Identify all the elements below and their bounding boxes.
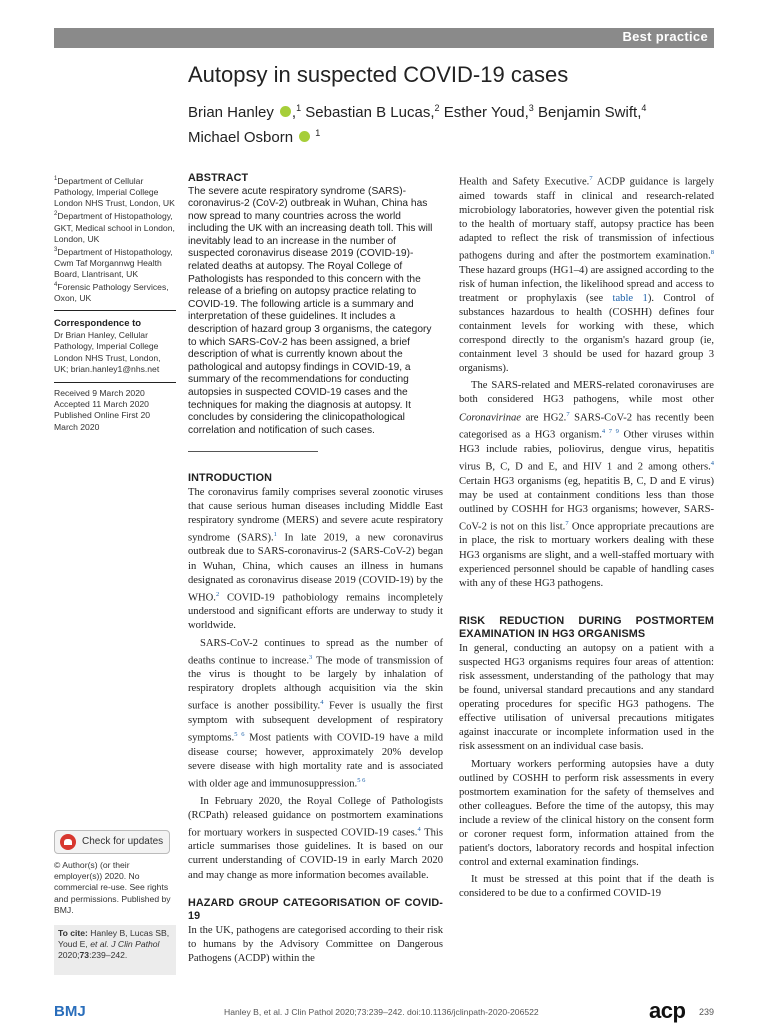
citation-box: To cite: Hanley B, Lucas SB, Youd E, et al. J Clin Pathol 2020;73:239–242. [54,925,176,975]
author-list: Brian Hanley ,$^1$ Sebastian B Lucas,$^2$ Esther Youd,$^3$ Benjamin Swift,$^4$ Michael Osborn $^1$ [188,103,647,146]
paragraph: It must be stressed at this point that if the death is considered to be due to a confirmed COVID-19 [459,874,714,900]
correspondence [54,318,176,375]
acp-logo: acp [649,998,686,1023]
page-number: 239 [699,1007,715,1017]
update-badge-icon [60,834,76,850]
author-name[interactable]: Brian Hanley [188,104,274,121]
divider [54,382,176,383]
footer-citation: Hanley B, et al. J Clin Pathol 2020;73:239–242. doi:10.1136/jclinpath-2020-206522 [224,1007,539,1017]
divider [188,451,318,452]
paragraph: Health and Safety Executive.$^7$ ACDP guidance is largely aimed towards staff in clinical and research-related microbiology laboratories, however given the potential risk to the health of mortuary staff, autopsy practice has been adapted to reflect the risk of transmission of infectious pathogens during and after the postmortem examination.$^8$ These hazard groups (HG1–4) are assigned according to the risk of human infection, the likelihood spread and access to treatment or prophylaxis (see table 1). Control of substances hazardous to health (COSHH) defines four containment levels for working with these, which correspond directly to the organism's hazard group (ie, containment level 3 should be used for hazard group 3 organisms). [459,175,715,375]
reference-link[interactable]: 5 6 [234,731,245,739]
risk-reduction-heading: RISK REDUCTION DURING POSTMORTEM EXAMINATION IN HG3 ORGANISMS [459,614,714,641]
column-left [188,472,443,966]
reference-link[interactable]: 7 [566,410,570,418]
reference-link[interactable]: 1 [273,530,277,538]
divider [54,310,176,311]
section-label: Best practice [622,29,708,44]
paragraph: SARS-CoV-2 continues to spread as the number of deaths continue to increase.$^3$ The mode of transmission of the virus is thought to be largely by inhalation of respiratory droplets although acquisition via the skin surface is another possibility.$^4$ Fever is usually the first symptom with subsequent development of respiratory symptoms.$^{5 6}$ Most patients with COVID-19 have a mild disease course; however, approximately 20% develop severe disease with high mortality rate and is associated with older age and immunosuppression.$^{5 6}$ [188,637,444,790]
reference-link[interactable]: 8 [710,249,714,256]
introduction-heading: INTRODUCTION [188,472,272,484]
orcid-icon[interactable] [299,131,310,142]
article-title: Autopsy in suspected COVID-19 cases [188,62,569,87]
paragraph: In February 2020, the Royal College of Pathologists (RCPath) released guidance on postmortem examinations for mortuary workers in suspected COVID-19 cases.$^4$ This article summarises those guidelines. It is based on our current understanding of COVID-19 in early March 2020 and may change as more information becomes available. [188,795,444,881]
bmj-logo: BMJ [54,1003,86,1020]
paragraph: The coronavirus family comprises several zoonotic viruses that cause serious human diseases including Middle East respiratory syndrome (MERS) and severe acute respiratory syndrome (SARS).$^1$ In late 2019, a new coronavirus outbreak due to SARS-coronavirus-2 (SARS-CoV-2) began in Wuhan, China, which causes an illness in humans designated as coronavirus disease 2019 (COVID-19) by the WHO.$^2$ COVID-19 pathobiology remains incompletely understood and significant efforts are underway to study it worldwide. [188,486,443,632]
table-link[interactable]: table 1 [612,292,648,304]
paragraph: In the UK, pathogens are categorised according to their risk to humans by the Advisory Committee on Dangerous Pathogens (ACDP) within the [188,924,443,964]
column-right [459,172,714,902]
reference-link[interactable]: 5 6 [357,776,366,784]
orcid-icon[interactable] [280,106,291,117]
reference-link[interactable]: 4 [417,825,421,833]
reference-link[interactable]: 4 7 9 [601,428,619,436]
article-dates: Received 9 March 2020 Accepted 11 March 2020 Published Online First 20 March 2020 [54,388,151,432]
hazard-group-heading: HAZARD GROUP CATEGORISATION OF COVID-19 [188,896,443,923]
correspondence-text: Dr Brian Hanley, Cellular Pathology, Imperial College London NHS Trust, London, UK; brian.hanley1@nhs.net [54,330,161,374]
reference-link[interactable]: 3 [308,653,313,661]
correspondence-heading: Correspondence to [54,318,142,329]
reference-link[interactable]: 4 [710,459,714,467]
check-for-updates-button[interactable]: Check for updates [54,830,170,854]
paragraph: Mortuary workers performing autopsies have a duty outlined by COSHH to perform risk assessments in every postmortem examination for the safety of themselves and other colleagues. Before the time of the autopsy, this may include a review of the clinical history on the consent form or coroner request form, information attained from the patient's doctors, laboratory records and hospital infection control and external examination findings. [459,758,714,869]
section-header-bar [54,28,714,48]
paragraph: In general, conducting an autopsy on a patient with a suspected HG3 organisms requires four areas of attention: risk assessment, understanding of the pathology that may be found, universal standard precautions and any standard operating procedures for specific HG3 pathogens. The effective utilisation of universal precautions mitigates against inaccurate or incomplete information used in the risk assessment on an individual case basis. [459,642,714,753]
affiliations: $^1$Department of Cellular Pathology, Imperial College London NHS Trust, London, UK $^2$Department of Histopathology, GKT, Medical school in London, London, UK $^3$Department of Histopathology, Cwm Taf Morgannwg Health Board, Llantrisant, UK $^4$Forensic Pathology Services, Oxon, UK [54,175,175,304]
abstract [188,172,440,437]
author-name[interactable]: Sebastian B Lucas [305,104,431,121]
author-name[interactable]: Michael Osborn [188,129,294,146]
copyright-notice: © Author(s) (or their employer(s)) 2020. No commercial re-use. See rights and permissions. Published by BMJ. [54,860,171,915]
reference-link[interactable]: 7 [565,519,569,527]
paragraph: The SARS-related and MERS-related coronaviruses are both considered HG3 pathogens, while most other Coronavirinae are HG2.$^7$ SARS-CoV-2 has recently been categorised as a HG3 organism.$^{4 7 9}$ Other viruses within HG3 include rabies, poliovirus, dengue virus, hepatitis virus B, C, D and E, and HIV 1 and 2 among others.$^4$ Certain HG3 organisms (eg, hepatitis B, C, D and E virus) may be used at containment conditions less than those outlined by COSHH for HG3 organisms; however, SARS-CoV-2 is not on this list.$^7$ Once appropriate precautions are in place, the risk to mortuary workers dealing with these HG3 organisms are slight, and a well-staffed mortuary with experienced personnel should be capable of handling cases with any of these HG3 pathogens. [459,380,714,589]
author-name[interactable]: Esther Youd [443,104,525,121]
reference-link[interactable]: 2 [215,590,220,598]
abstract-heading: ABSTRACT [188,172,249,184]
author-name[interactable]: Benjamin Swift [537,104,638,121]
abstract-text: The severe acute respiratory syndrome (SARS)-coronavirus-2 (CoV-2) outbreak in Wuhan, China has now spread to many countries across the world including the UK with an increasing death toll. This will inevitably lead to an increase in the number of suspected coronavirus disease 2019 (COVID-19)-related deaths at autopsy. The Royal College of Pathologists has responded to this concern with the release of a briefing on autopsy practice relating to COVID-19. The following article is a summary and interpretation of these guidelines. It includes a description of hazard group 3 organisms, the category to which SARS-CoV-2 has been assigned, a brief description of what is currently known about the pathological and autopsy findings in COVID-19, a summary of the recommendations for conducting autopsies in suspected COVID-19 cases and the techniques for making the diagnosis at autopsy. It concludes by considering the clinicopathological correlation and notification of such cases. [188,185,433,436]
reference-link[interactable]: 7 [589,175,593,182]
reference-link[interactable]: 4 [320,699,324,707]
